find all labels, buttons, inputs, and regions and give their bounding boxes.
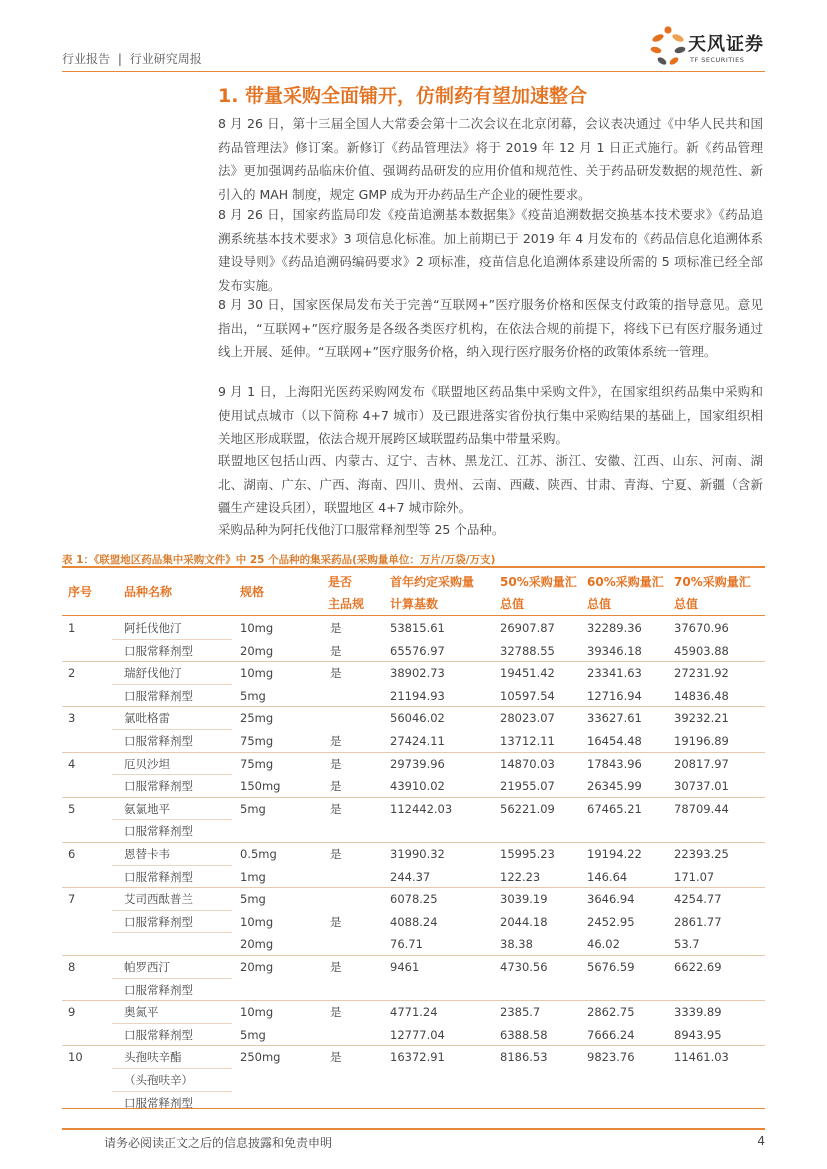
cell-p70: 4254.77 <box>674 892 722 907</box>
cell-p60: 17843.96 <box>587 756 642 771</box>
cell-spec: 0.5mg <box>240 847 277 861</box>
cell-p60: 12716.94 <box>587 688 642 703</box>
cell-p70: 2861.77 <box>674 914 722 929</box>
cell-base: 12777.04 <box>390 1027 445 1042</box>
paragraph-3: 8 月 30 日，国家医保局发布关于完善“互联网+”医疗服务价格和医保支付政策的指导意见。意见指出，“互联网+”医疗服务是各级各类医疗机构，在依法合规的前提下，将线下已有医疗服务通过线上开展、延伸。“互联网+”医疗服务价格，纳入现行医疗服务价格的政策体系统一管理。 <box>218 297 763 359</box>
header-spec: 规格 <box>240 585 265 599</box>
cell-p60: 5676.59 <box>587 960 635 974</box>
cell-name: 头孢呋辛酯 <box>124 1050 182 1065</box>
cell-name: 氨氯地平 <box>124 801 170 816</box>
cell-main: 是 <box>330 1005 342 1020</box>
cell-name: 口服常释剂型 <box>124 779 193 794</box>
cell-spec: 20mg <box>240 937 274 952</box>
cell-base: 29739.96 <box>390 756 445 771</box>
cell-main: 是 <box>330 666 342 681</box>
cell-p60: 7666.24 <box>587 1027 635 1042</box>
cell-p50: 2385.7 <box>500 1005 541 1020</box>
cell-name: 瑞舒伐他汀 <box>124 666 182 681</box>
logo-text-cn: 天风证券 <box>688 34 764 55</box>
cell-spec: 5mg <box>240 1027 266 1042</box>
row-divider <box>112 932 232 933</box>
cell-main: 是 <box>330 756 342 771</box>
cell-p60: 32289.36 <box>587 621 642 635</box>
cell-p60: 2862.75 <box>587 1005 635 1020</box>
cell-p50: 26907.87 <box>500 621 555 635</box>
cell-spec: 10mg <box>240 666 274 681</box>
cell-spec: 20mg <box>240 960 274 974</box>
cell-p50: 21955.07 <box>500 779 555 794</box>
cell-p70: 45903.88 <box>674 643 729 658</box>
paragraph-1: 8 月 26 日，第十三届全国人大常委会第十二次会议在北京闭幕，会议表决通过《中华人民共和国药品管理法》修订案。新修订《药品管理法》将于 2019 年 12 月 1 日正式施行。新《药品管理法》更加强调药品临床价值、强调药品研发的应用价值和规范性、关于药品研发数据的规范性、新引入的 MAH 制度，规定 GMP 成为开办药品生产企业的硬性要求。 <box>218 116 763 202</box>
cell-p70: 3339.89 <box>674 1005 722 1020</box>
cell-p70: 14836.48 <box>674 688 729 703</box>
cell-name: 口服常释剂型 <box>124 643 193 658</box>
cell-main: 是 <box>330 801 342 816</box>
cell-p50: 19451.42 <box>500 666 555 681</box>
cell-spec: 5mg <box>240 892 266 907</box>
cell-name: 口服常释剂型 <box>124 824 193 839</box>
cell-seq: 8 <box>68 960 76 974</box>
cell-main: 是 <box>330 1050 342 1065</box>
cell-main: 是 <box>330 914 342 929</box>
cell-name: 口服常释剂型 <box>124 982 193 997</box>
cell-base: 56046.02 <box>390 711 445 726</box>
cell-p70: 30737.01 <box>674 779 729 794</box>
cell-name: 帕罗西汀 <box>124 960 170 974</box>
cell-p50: 2044.18 <box>500 914 548 929</box>
cell-p60: 3646.94 <box>587 892 635 907</box>
cell-p50: 28023.07 <box>500 711 555 726</box>
cell-spec: 250mg <box>240 1050 281 1065</box>
page-number: 4 <box>757 1134 765 1148</box>
cell-name: 恩替卡韦 <box>124 847 170 861</box>
header-divider <box>62 71 765 72</box>
cell-main: 是 <box>330 643 342 658</box>
table-header-rule <box>62 615 765 616</box>
cell-spec: 10mg <box>240 621 274 635</box>
cell-p60: 9823.76 <box>587 1050 635 1065</box>
cell-base: 43910.02 <box>390 779 445 794</box>
cell-p50: 38.38 <box>500 937 533 952</box>
paragraph-5: 联盟地区包括山西、内蒙古、辽宁、吉林、黑龙江、江苏、浙江、安徽、江西、山东、河南、湖北、湖南、广东、广西、海南、四川、贵州、云南、西藏、陕西、甘肃、青海、宁夏、新疆（含新疆生产建设兵团），联盟地区 4+7 城市除外。 <box>218 453 763 515</box>
cell-spec: 150mg <box>240 779 281 794</box>
cell-p60: 23341.63 <box>587 666 642 681</box>
header-separator: | <box>117 52 122 66</box>
cell-base: 21194.93 <box>390 688 445 703</box>
cell-seq: 7 <box>68 892 76 907</box>
cell-main: 是 <box>330 734 342 748</box>
cell-p70: 20817.97 <box>674 756 729 771</box>
cell-base: 9461 <box>390 960 420 974</box>
header-p60-2: 总值 <box>587 597 612 611</box>
cell-name: 口服常释剂型 <box>124 1027 193 1042</box>
cell-p50: 14870.03 <box>500 756 555 771</box>
logo-mark-icon <box>650 24 686 68</box>
cell-base: 65576.97 <box>390 643 445 658</box>
cell-name: 口服常释剂型 <box>124 869 193 884</box>
footer-divider <box>62 1128 765 1130</box>
cell-spec: 5mg <box>240 801 266 816</box>
cell-p70: 27231.92 <box>674 666 729 681</box>
header-breadcrumb <box>62 50 202 67</box>
cell-spec: 75mg <box>240 756 274 771</box>
cell-p60: 19194.22 <box>587 847 642 861</box>
header-p70-1: 70%采购量汇 <box>674 575 751 589</box>
cell-spec: 20mg <box>240 643 274 658</box>
paragraph-4: 9 月 1 日，上海阳光医药采购网发布《联盟地区药品集中采购文件》，在国家组织药品集中采购和使用试点城市（以下简称 4+7 城市）及已跟进落实省份执行集中采购结果的基础上，国家组织相关地区形成联盟，依法合规开展跨区域联盟药品集中带量采购。 <box>218 384 763 446</box>
cell-p70: 6622.69 <box>674 960 722 974</box>
cell-p70: 22393.25 <box>674 847 729 861</box>
report-type: 行业报告 <box>62 52 111 66</box>
header-name: 品种名称 <box>124 585 173 599</box>
header-p50-1: 50%采购量汇 <box>500 575 577 589</box>
footer-disclaimer: 请务必阅读正文之后的信息披露和免责申明 <box>104 1136 333 1150</box>
cell-p70: 8943.95 <box>674 1027 722 1042</box>
table-caption: 表 1：《联盟地区药品集中采购文件》中 25 个品种的集采药品(采购量单位：万片/万袋/万支) <box>62 554 496 566</box>
cell-p50: 32788.55 <box>500 643 555 658</box>
cell-base: 76.71 <box>390 937 423 952</box>
cell-p60: 33627.61 <box>587 711 642 726</box>
cell-p50: 3039.19 <box>500 892 548 907</box>
cell-p50: 56221.09 <box>500 801 555 816</box>
cell-p70: 39232.21 <box>674 711 729 726</box>
cell-p60: 67465.21 <box>587 801 642 816</box>
cell-p70: 53.7 <box>674 937 700 952</box>
header-base-2: 计算基数 <box>390 597 439 611</box>
cell-p60: 2452.95 <box>587 914 635 929</box>
table-bottom-rule <box>62 1108 765 1109</box>
cell-main: 是 <box>330 847 342 861</box>
report-name: 行业研究周报 <box>129 52 202 66</box>
header-base-1: 首年约定采购量 <box>390 575 475 589</box>
cell-p60: 26345.99 <box>587 779 642 794</box>
section-title: 1. 带量采购全面铺开，仿制药有望加速整合 <box>218 85 588 107</box>
header-p70-2: 总值 <box>674 597 699 611</box>
cell-name: 口服常释剂型 <box>124 734 193 748</box>
cell-p60: 146.64 <box>587 869 628 884</box>
cell-spec: 75mg <box>240 734 274 748</box>
cell-p70: 11461.03 <box>674 1050 729 1065</box>
cell-base: 4088.24 <box>390 914 438 929</box>
cell-main: 是 <box>330 779 342 794</box>
cell-p50: 15995.23 <box>500 847 555 861</box>
cell-p50: 13712.11 <box>500 734 555 748</box>
cell-p60: 16454.48 <box>587 734 642 748</box>
cell-name: 口服常释剂型 <box>124 914 193 929</box>
cell-spec: 10mg <box>240 914 274 929</box>
header-main-2: 主品规 <box>328 597 365 611</box>
company-logo <box>650 24 770 68</box>
cell-seq: 2 <box>68 666 76 681</box>
cell-spec: 25mg <box>240 711 274 726</box>
cell-base: 6078.25 <box>390 892 438 907</box>
cell-name: 厄贝沙坦 <box>124 756 170 771</box>
cell-name: 奥氮平 <box>124 1005 159 1020</box>
cell-spec: 1mg <box>240 869 266 884</box>
table-top-rule <box>62 566 765 568</box>
cell-p70: 19196.89 <box>674 734 729 748</box>
cell-seq: 10 <box>68 1050 83 1065</box>
cell-base: 4771.24 <box>390 1005 438 1020</box>
cell-seq: 6 <box>68 847 76 861</box>
cell-p50: 4730.56 <box>500 960 548 974</box>
paragraph-2: 8 月 26 日，国家药监局印发《疫苗追溯基本数据集》《疫苗追溯数据交换基本技术要求》《药品追溯系统基本技术要求》3 项信息化标准。加上前期已于 2019 年 4 月发布的《药品信息化追溯体系建设导则》《药品追溯码编码要求》2 项标准，疫苗信息化追溯体系建设所需的 5 项标准已经全部发布实施。 <box>218 207 763 293</box>
cell-p70: 171.07 <box>674 869 715 884</box>
cell-base: 16372.91 <box>390 1050 445 1065</box>
cell-name: （头孢呋辛） <box>124 1073 193 1087</box>
cell-p50: 122.23 <box>500 869 541 884</box>
cell-seq: 3 <box>68 711 76 726</box>
cell-name: 氯吡格雷 <box>124 711 170 726</box>
cell-p50: 10597.54 <box>500 688 555 703</box>
cell-base: 53815.61 <box>390 621 445 635</box>
cell-base: 244.37 <box>390 869 431 884</box>
logo-text-en: TF SECURITIES <box>690 56 745 64</box>
cell-name: 口服常释剂型 <box>124 1095 193 1110</box>
cell-p60: 39346.18 <box>587 643 642 658</box>
cell-base: 112442.03 <box>390 801 453 816</box>
header-p50-2: 总值 <box>500 597 525 611</box>
cell-p50: 6388.58 <box>500 1027 548 1042</box>
cell-name: 口服常释剂型 <box>124 688 193 703</box>
cell-p70: 37670.96 <box>674 621 729 635</box>
header-seq: 序号 <box>68 585 93 599</box>
cell-p70: 78709.44 <box>674 801 729 816</box>
cell-base: 31990.32 <box>390 847 445 861</box>
cell-p60: 46.02 <box>587 937 620 952</box>
cell-base: 27424.11 <box>390 734 445 748</box>
cell-spec: 10mg <box>240 1005 274 1020</box>
cell-main: 是 <box>330 621 342 635</box>
cell-p50: 8186.53 <box>500 1050 548 1065</box>
cell-spec: 5mg <box>240 688 266 703</box>
cell-base: 38902.73 <box>390 666 445 681</box>
cell-seq: 9 <box>68 1005 76 1020</box>
cell-main: 是 <box>330 960 342 974</box>
cell-seq: 4 <box>68 756 76 771</box>
cell-name: 阿托伐他汀 <box>124 621 182 635</box>
paragraph-6: 采购品种为阿托伐他汀口服常释剂型等 25 个品种。 <box>218 522 505 537</box>
cell-seq: 1 <box>68 621 76 635</box>
cell-name: 艾司西酞普兰 <box>124 892 193 907</box>
header-main-1: 是否 <box>328 575 353 589</box>
header-p60-1: 60%采购量汇 <box>587 575 664 589</box>
cell-seq: 5 <box>68 801 76 816</box>
